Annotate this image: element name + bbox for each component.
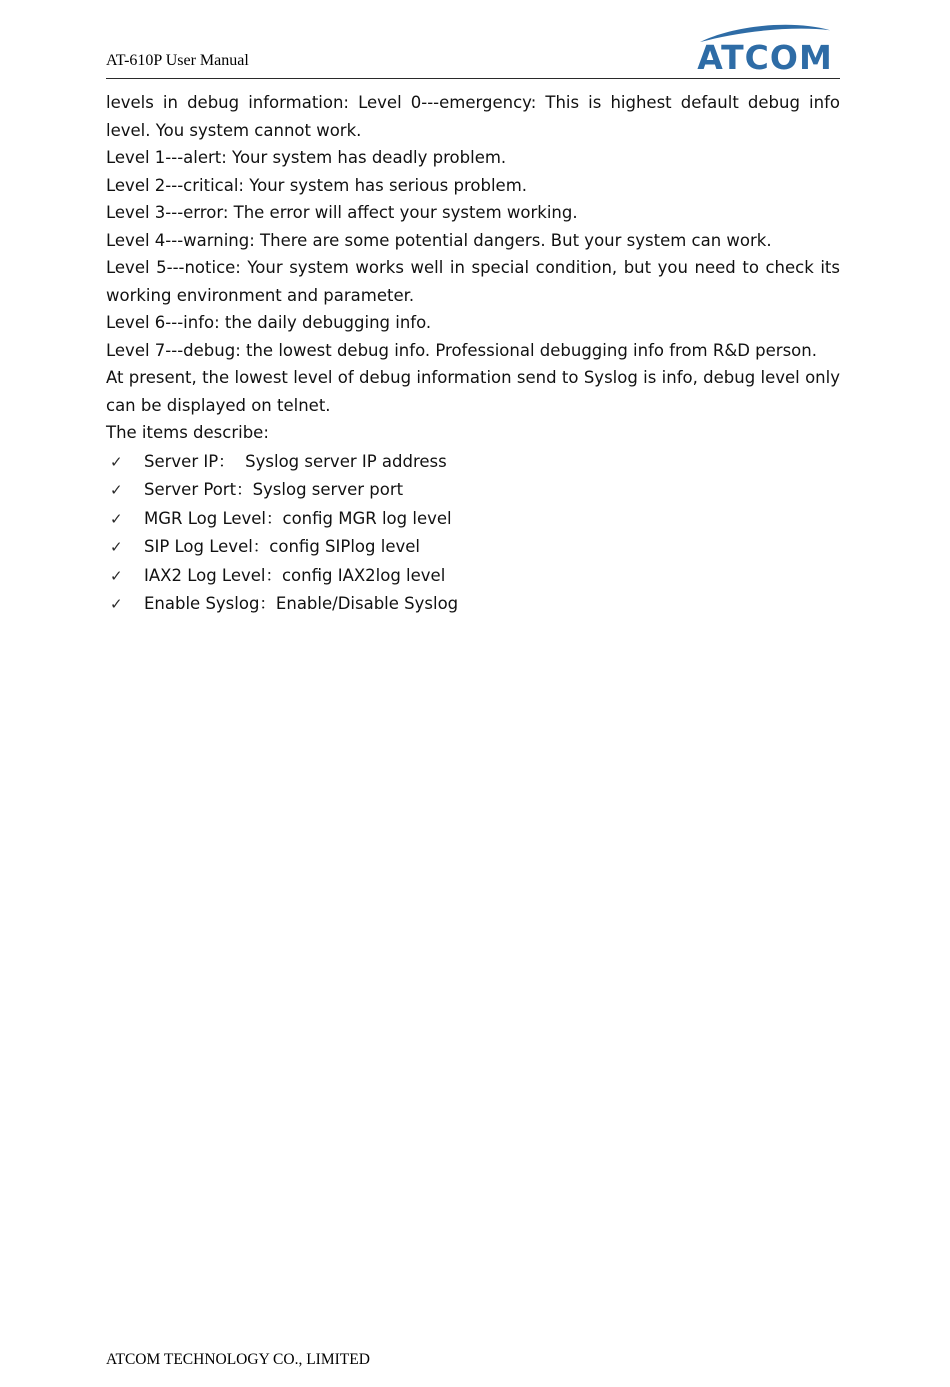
- items-describe-list: [106, 448, 840, 619]
- check-icon: ✓: [110, 538, 123, 556]
- paragraph: Level 3---error: The error will affect your system working.: [106, 203, 578, 222]
- paragraph: Level 1---alert: Your system has deadly problem.: [106, 148, 507, 167]
- body-content: [106, 89, 840, 619]
- list-item-text: Enable Syslog：Enable/Disable Syslog: [144, 594, 459, 613]
- logo-text: ATCOM: [697, 38, 833, 77]
- paragraph: Level 5---notice: Your system works well in special condition, but you need to check its working environment and parameter.: [106, 258, 840, 305]
- list-item: [106, 562, 840, 591]
- list-item: [106, 533, 840, 562]
- list-item-text: Server Port：Syslog server port: [144, 480, 404, 499]
- list-item-text: MGR Log Level：config MGR log level: [144, 508, 452, 528]
- paragraph: Level 6---info: the daily debugging info.: [106, 313, 432, 332]
- paragraph: Level 4---warning: There are some potential dangers. But your system can work.: [106, 230, 772, 250]
- paragraph: levels in debug information: Level 0---emergency: This is highest default debug info level. You system cannot work.: [106, 93, 840, 140]
- list-item: [106, 505, 840, 534]
- list-item: [106, 448, 840, 477]
- list-item: [106, 590, 840, 619]
- check-icon: ✓: [110, 595, 123, 613]
- check-icon: ✓: [110, 566, 123, 585]
- paragraph: The items describe:: [106, 423, 269, 442]
- list-item-text: IAX2 Log Level：config IAX2log level: [144, 565, 446, 585]
- paragraph: At present, the lowest level of debug information send to Syslog is info, debug level only can be displayed on telnet.: [106, 368, 840, 415]
- list-item-text: Server IP： Syslog server IP address: [144, 451, 447, 471]
- page-header: [106, 22, 840, 79]
- paragraph: Level 2---critical: Your system has serious problem.: [106, 175, 528, 195]
- check-icon: ✓: [110, 452, 123, 471]
- atcom-logo: [690, 22, 840, 76]
- check-icon: ✓: [110, 481, 123, 499]
- list-item-text: SIP Log Level：config SIPlog level: [144, 537, 420, 556]
- paragraph: Level 7---debug: the lowest debug info. Professional debugging info from R&D person.: [106, 340, 817, 360]
- footer-text: ATCOM TECHNOLOGY CO., LIMITED: [106, 1351, 370, 1368]
- check-icon: ✓: [110, 509, 123, 528]
- manual-title: AT-610P User Manual: [106, 52, 249, 69]
- list-item: [106, 476, 840, 505]
